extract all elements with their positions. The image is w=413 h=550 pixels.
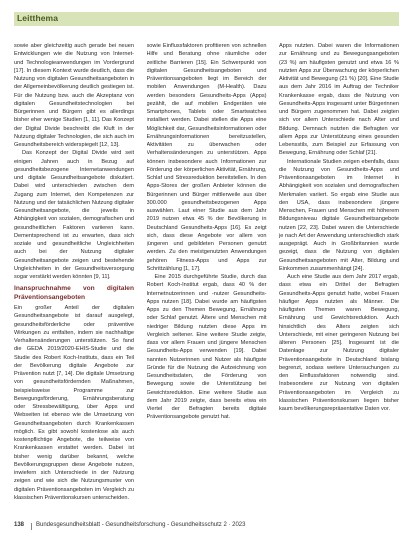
body-paragraph: Apps nutzten. Dabei waren die Informationen zur Ernährung und zu Bewegungsangeboten (23 %) am häufigsten genutzt und etwa 16 % nutzten Apps zur Überwachung der körperlichen Aktivität und Bewegung (21 %) [20]. Eine Studie aus dem Jahr 2016 im Auftrag der Techniker Krankenkasse ergab, dass die Nutzung von Gesundheits-Apps insgesamt unter Bürgerinnen und Bürgern zugenommen hat. Dabei zeigten sich vor allem Unterschiede nach Alter und Bildung. Demnach nutzten die Befragten vor allem Apps zur Unterstützung eines gesunden Lebensstils, zum Beispiel zur Erfassung von Bewegung, Ernährung oder Schlaf [21]. bbox=[279, 43, 399, 157]
section-heading: Inanspruchnahme von digitalen Präventionsangeboten bbox=[14, 285, 134, 301]
body-paragraph: Auch eine Studie aus dem Jahr 2017 ergab, dass etwa ein Drittel der Befragten Gesundheits-Apps genutzt hatte, wobei Frauen häufiger Apps nutzten als Männer. Die häufigsten Themen waren Bewegung, Ernährung und Gewichtsreduktion. Auch hinsichtlich des Alters zeigten sich Unterschiede, mit einer geringeren Nutzung bei älteren Personen [25]. Insgesamt ist die Datenlage zur Nutzung digitaler Präventionsangebote in Deutschland bislang begrenzt, sodass weitere Untersuchungen zu den Einflussfaktoren notwendig sind. Insbesondere zur Nutzung von digitalen Präventionsangeboten im Vergleich zu klassischen Präventionskursen liegen bisher kaum bevölkerungsrepräsentative Daten vor. bbox=[279, 274, 399, 412]
section-banner bbox=[14, 12, 399, 26]
article-body bbox=[14, 42, 399, 520]
footer-separator bbox=[31, 523, 32, 530]
page-number: 138 bbox=[14, 522, 25, 528]
body-paragraph: Eine 2015 durchgeführte Studie, durch das Robert Koch-Institut ergab, dass 40 % der Internetnutzerinnen und -nutzer Gesundheits-Apps nutzen [18]. Dabei wurde am häufigsten Apps zu den Themen Bewegung, Ernährung oder Schlaf genutzt. Ältere und Menschen mit niedriger Bildung nutzten diese Apps im Vergleich seltener. Eine weitere Studie zeigte, dass vor allem Frauen und jüngere Menschen Gesundheits-Apps verwenden [19]. Dabei nannten Nutzerinnen und Nutzer als häufigste Gründe für die Nutzung die Aufzeichnung von Gesundheitsdaten, die Förderung von Bewegung sowie die Unterstützung bei Gewichtsreduktion. Eine weitere Studie aus dem Jahr 2019 zeigte, dass bereits etwa ein Viertel der Befragten bereits digitale Präventionsangebote genutzt hat. bbox=[146, 274, 267, 421]
body-paragraph: Internationale Studien zeigen ebenfalls, dass die Nutzung von Gesundheits-Apps und Präventionsangeboten im Internet in Abhängigkeit von sozialen und demografischen Merkmalen variiert. So ergab eine Studie aus den USA, dass insbesondere jüngere Menschen, Frauen und Menschen mit höherem Bildungsniveau digitale Gesundheitsangebote nutzen [22, 23]. Dabei waren die Unterschiede je nach Art der Anwendung unterschiedlich stark ausgeprägt. Auch in Großbritannien wurde gezeigt, dass die Nutzung von digitalen Gesundheitsangeboten mit Alter, Bildung und Einkommen zusammenhängt [24]. bbox=[279, 158, 399, 272]
text-column-3 bbox=[279, 42, 399, 520]
page-footer bbox=[14, 522, 399, 534]
body-paragraph: sowie Einflussfaktoren profitieren von schnellen Hilfe und Beratung ohne räumliche oder zeitliche Barrieren [15]. Ein Schwerpunkt von digitalen Gesundheitsangeboten und Präventionsangeboten liegt im Bereich der mobilen Anwendungen (M-Health). Dazu werden besonders Gesundheits-Apps (Apps) gezählt, die auf mobilen Endgeräten wie Smartphones, Tablets oder Smartwatches installiert werden. Dabei stellen die Apps eine Möglichkeit dar, Gesundheitsinformationen oder Ernährungsinformationen bereitzustellen, Aktivitäten zu überwachen oder Verhaltensänderungen zu unterstützen. Apps können insbesondere auch Informationen zur Förderung der körperlichen Aktivität, Ernährung, Schlaf und Stressreduktion bereitstellen. In den Apps-Stores der großen Anbieter können die Bürgerinnen und Bürger mittlerweile aus über 300.000 gesundheitsbezogenen Apps auswählen. Laut einer Studie aus dem Jahr 2019 nutzen etwa 45 % der Bevölkerung in Deutschland Gesundheits-Apps [16]. Es zeigt sich, dass diese Angebote vor allem von jüngeren und gebildeten Personen genutzt werden. Zu den meistgenutzten Anwendungen gehören Fitness-Apps und Apps zur Schrittzählung [1, 17]. bbox=[146, 43, 267, 272]
body-paragraph: sowie aber gleichzeitig auch gerade bei neuen Entwicklungen wie die Nutzung von Internet- und Technologieanwendungen im Vordergrund [17]. In diesem Kontext wurde deutlich, dass die Nutzung von digitalen Gesundheitsangeboten in der Allgemeinbevölkerung deutlich gestiegen ist. Für die Nutzung bzw. auch die Akzeptanz von digitalen Gesundheitstechnologien bei Bürgerinnen und Bürgern gibt es allerdings bisher eher wenige Studien [1, 11]. Das Konzept der Digital Divide beschreibt die Kluft in der Nutzung digitaler Technologien, die sich auch im Gesundheitsbereich widerspiegelt [12, 13]. bbox=[14, 43, 134, 148]
section-label: Leitthema bbox=[17, 13, 59, 23]
body-paragraph: Ein großer Anteil der digitalen Gesundheitsangebote ist darauf ausgelegt, gesundheitsförderliche oder präventive Wirkungen zu entfalten, indem sie nachhaltige Verhaltensänderungen unterstützen. So fand die GEDA 2019/2020-EHIS-Studie und die Studie des Robert Koch-Instituts, dass ein Teil der Bevölkerung digitale Angebote zur Prävention nutzt [7, 14]. Die digitale Umsetzung von gesundheitsfördernden Maßnahmen, beispielsweise Programme zur Bewegungsförderung, Ernährungsberatung oder Stressbewältigung, über Apps und Webseiten ist ebenso wie die Umsetzung von Gesundheitsangeboten durch Krankenkassen möglich. Es gibt sowohl kostenlose als auch kostenpflichtige Angebote, die teilweise von Krankenkassen erstattet werden. Dabei ist bisher wenig darüber bekannt, welche Bevölkerungsgruppen diese Angebote nutzen, inwiefern sich Unterschiede in der Nutzung zeigen und wie sich die Nutzungsmuster von digitalen Präventionsangeboten im Vergleich zu klassischen Präventionskursen unterscheiden. bbox=[14, 305, 134, 501]
body-paragraph: Das Konzept der Digital Divide wird seit einigen Jahren auch in Bezug auf gesundheitsbezogene Internetanwendungen und digitale Gesundheitsangebote diskutiert. Dabei wird unterschieden zwischen dem Zugang zum Internet, den Kompetenzen zur Nutzung und der tatsächlichen Nutzung digitaler Gesundheitsangebote, die jeweils in Abhängigkeit von sozialen, demografischen und gesundheitlichen Faktoren variieren kann. Dementsprechend ist zu erwarten, dass sich soziale und gesundheitliche Ungleichheiten auch bei der Nutzung digitaler Gesundheitsangebote zeigen und bestehende Ungleichheiten in der Gesundheitsversorgung sogar verstärkt werden könnten [9, 11]. bbox=[14, 150, 134, 280]
journal-title: Bundesgesundheitsblatt - Gesundheitsforschung - Gesundheitsschutz 2 · 2023 bbox=[36, 522, 246, 528]
text-column-1 bbox=[14, 42, 134, 520]
text-column-2 bbox=[147, 42, 267, 520]
